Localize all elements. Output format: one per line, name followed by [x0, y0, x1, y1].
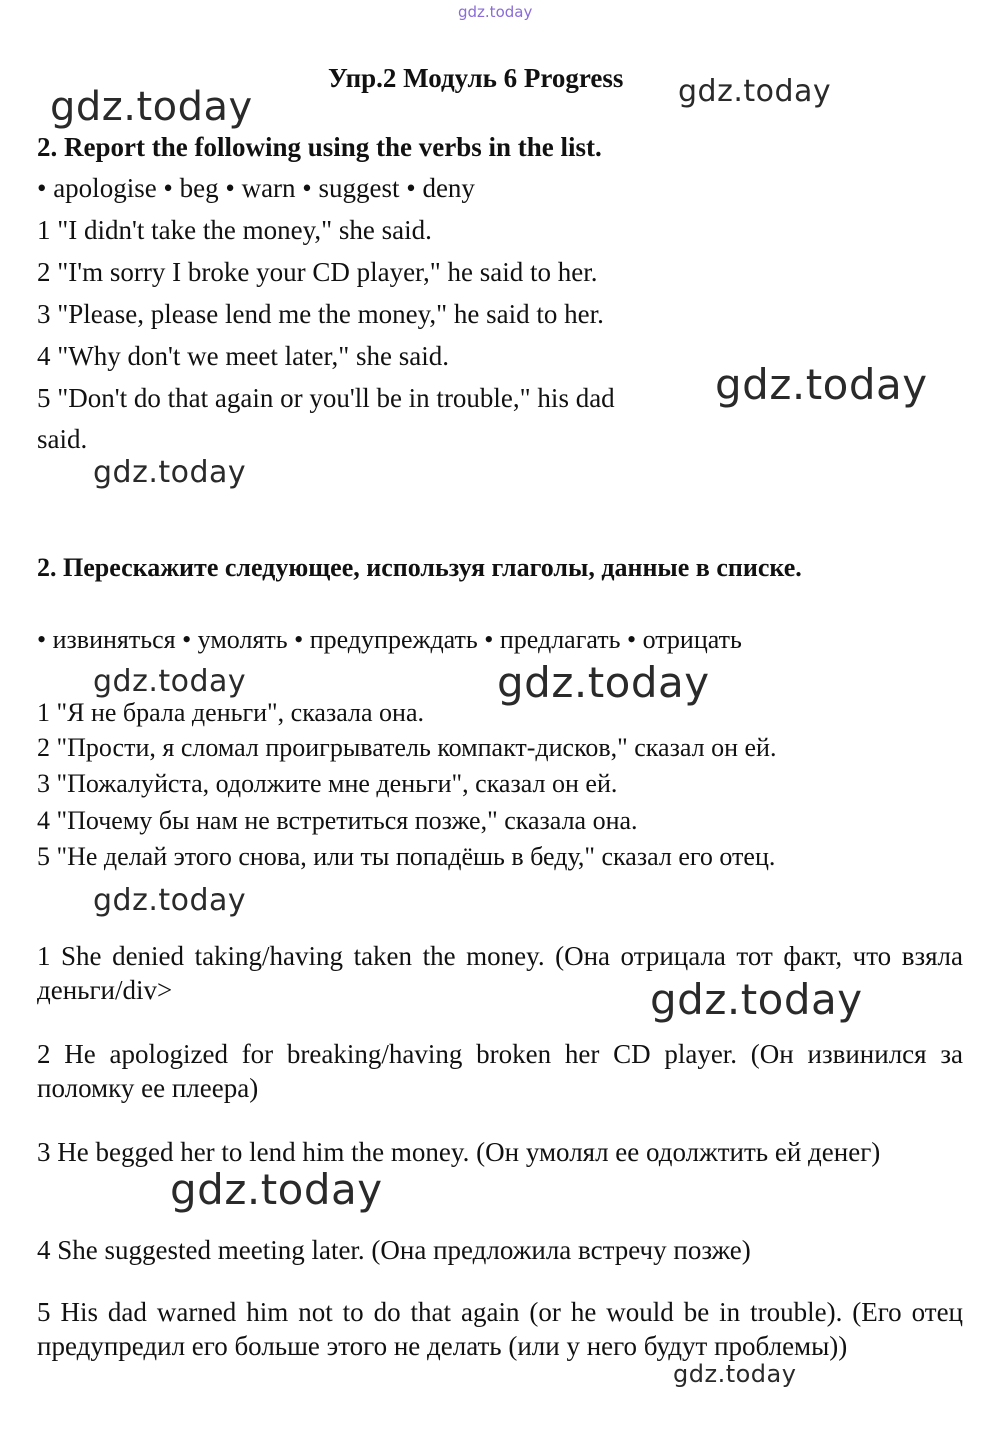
watermark: gdz.today	[93, 455, 247, 490]
russian-item: 2 "Прости, я сломал проигрыватель компакт-дисков," сказал он ей.	[37, 733, 777, 762]
russian-item: 1 "Я не брала деньги", сказала она.	[37, 698, 424, 727]
watermark: gdz.today	[93, 664, 247, 699]
watermark: gdz.today	[673, 1360, 797, 1388]
russian-verb-list: • извиняться • умолять • предупреждать • предлагать • отрицать	[37, 625, 742, 654]
english-item-continuation: said.	[37, 424, 88, 454]
english-verb-list: • apologise • beg • warn • suggest • deny	[37, 173, 475, 203]
watermark: gdz.today	[50, 84, 253, 130]
watermark-top: gdz.today	[458, 3, 533, 21]
watermark: gdz.today	[170, 1165, 383, 1214]
english-item: 3 "Please, please lend me the money," he said to her.	[37, 299, 604, 329]
english-heading: 2. Report the following using the verbs in the list.	[37, 132, 602, 162]
page-title: Упр.2 Модуль 6 Progress	[328, 63, 624, 93]
russian-item: 5 "Не делай этого снова, или ты попадёшь в беду," сказал его отец.	[37, 842, 776, 871]
answer-item: 1 She denied taking/having taken the money. (Она отрицала тот факт, что взяла деньги/div>	[37, 941, 963, 1005]
watermark: gdz.today	[93, 883, 247, 918]
answer-item: 4 She suggested meeting later. (Она предложила встречу позже)	[37, 1235, 751, 1265]
russian-heading: 2. Перескажите следующее, используя глаголы, данные в списке.	[37, 553, 802, 582]
answer-item: 3 He begged her to lend him the money. (Он умолял ее одолжтить ей денег)	[37, 1137, 881, 1167]
watermark: gdz.today	[715, 360, 928, 409]
russian-item: 3 "Пожалуйста, одолжите мне деньги", сказал он ей.	[37, 769, 618, 798]
russian-item: 4 "Почему бы нам не встретиться позже," сказала она.	[37, 806, 638, 835]
english-item: 4 "Why don't we meet later," she said.	[37, 341, 449, 371]
english-item: 5 "Don't do that again or you'll be in trouble," his dad	[37, 383, 615, 413]
watermark: gdz.today	[497, 658, 710, 707]
answer-item: 5 His dad warned him not to do that again (or he would be in trouble). (Его отец предупредил его больше этого не делать (или у него будут проблемы))	[37, 1297, 963, 1361]
watermark: gdz.today	[650, 975, 863, 1024]
answer-item: 2 He apologized for breaking/having broken her CD player. (Он извинился за поломку ее плеера)	[37, 1039, 963, 1103]
english-item: 1 "I didn't take the money," she said.	[37, 215, 432, 245]
watermark: gdz.today	[678, 74, 832, 109]
english-item: 2 "I'm sorry I broke your CD player," he said to her.	[37, 257, 598, 287]
